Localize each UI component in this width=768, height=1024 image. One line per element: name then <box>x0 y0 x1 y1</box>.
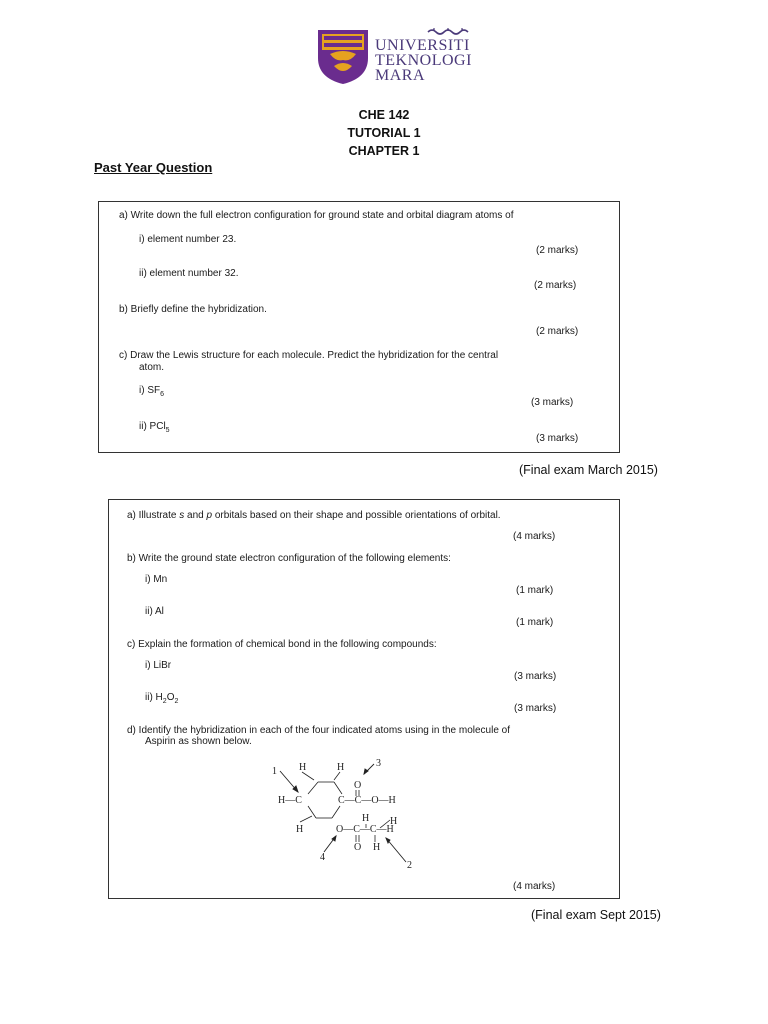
marks-2c-i: (3 marks) <box>514 671 557 682</box>
q2a-s: s <box>179 510 185 521</box>
marks-2b-ii: (1 mark) <box>516 617 554 628</box>
question-c-line1: c) Draw the Lewis structure for each molecule. Predict the hybridization for the central <box>119 350 499 361</box>
q2a-p: p <box>206 510 213 521</box>
university-name <box>375 38 472 83</box>
question-box-march-2015 <box>98 201 620 453</box>
marks-c-i: (3 marks) <box>531 397 574 408</box>
question-c-line2: atom. <box>139 362 165 373</box>
marks-a-ii: (2 marks) <box>534 280 577 291</box>
source-sept-2015: (Final exam Sept 2015) <box>531 908 661 922</box>
marks-a-i: (2 marks) <box>536 245 579 256</box>
question-c-i <box>139 385 164 398</box>
label-4: 4 <box>320 852 325 863</box>
question-a-ii: ii) element number 32. <box>139 268 239 279</box>
atom-o-ester: O—C—C—H <box>336 824 394 835</box>
indicator-arrows <box>280 764 406 862</box>
atom-h-left: H—C <box>278 795 302 806</box>
question-2a <box>127 510 501 521</box>
section-title: Past Year Question <box>94 160 213 175</box>
atom-h-top1: H <box>299 762 307 773</box>
question-a: a) Write down the full electron configuration for ground state and orbital diagram atoms of <box>119 210 514 221</box>
marks-b: (2 marks) <box>536 326 579 337</box>
atom-h-methyl-right: H <box>390 816 398 827</box>
pcl5-label: ii) PCl <box>139 421 166 432</box>
q2a-pre: a) Illustrate <box>127 510 180 521</box>
marks-c-ii: (3 marks) <box>536 433 579 444</box>
h2o2-sub1: 2 <box>162 698 167 705</box>
h2o2-sub2: 2 <box>174 698 179 705</box>
question-2d-line2: Aspirin as shown below. <box>145 736 252 747</box>
logo-line-1: UNIVERSITI <box>375 37 470 54</box>
source-march-2015: (Final exam March 2015) <box>519 463 658 477</box>
atom-h-methyl-top: H <box>362 813 370 824</box>
atom-chain: C—C—O—H <box>338 795 396 806</box>
chapter-title: CHAPTER 1 <box>348 144 420 158</box>
atom-o-top: O <box>354 780 362 791</box>
question-2d-line1: d) Identify the hybridization in each of the four indicated atoms using in the molecule of <box>127 725 511 736</box>
question-2c-i: i) LiBr <box>145 660 172 671</box>
label-1: 1 <box>272 766 277 777</box>
q2a-mid: and <box>184 510 207 521</box>
marks-2d: (4 marks) <box>513 881 556 892</box>
atom-o-bottom: O <box>354 842 362 853</box>
arabic-script-icon <box>428 28 468 34</box>
logo-line-3: MARA <box>375 67 426 84</box>
question-2b-i: i) Mn <box>145 574 168 585</box>
atom-h-top2: H <box>337 762 345 773</box>
question-2b: b) Write the ground state electron configuration of the following elements: <box>127 553 451 564</box>
aspirin-structure-diagram <box>268 758 418 873</box>
question-c-ii <box>139 421 170 434</box>
logo-line-2: TEKNOLOGI <box>375 52 472 69</box>
h2o2-h: ii) H <box>145 692 163 703</box>
label-3: 3 <box>376 758 381 769</box>
course-code: CHE 142 <box>358 108 410 122</box>
atom-h-bottom: H <box>296 824 304 835</box>
question-2b-ii: ii) Al <box>145 606 164 617</box>
q2a-post: orbitals based on their shape and possible orientations of orbital. <box>212 510 501 521</box>
atom-h-methyl-bottom: H <box>373 842 381 853</box>
uitm-crest-icon <box>318 30 368 84</box>
tutorial-title: TUTORIAL 1 <box>347 126 421 140</box>
h2o2-o: O <box>166 692 175 703</box>
question-2c: c) Explain the formation of chemical bond in the following compounds: <box>127 639 437 650</box>
sf6-subscript: 6 <box>160 391 165 398</box>
pcl5-subscript: 5 <box>165 427 170 434</box>
label-2: 2 <box>407 860 412 871</box>
sf6-label: i) SF <box>139 385 161 396</box>
marks-2b-i: (1 mark) <box>516 585 554 596</box>
marks-2c-ii: (3 marks) <box>514 703 557 714</box>
marks-2a: (4 marks) <box>513 531 556 542</box>
question-a-i: i) element number 23. <box>139 234 237 245</box>
question-b: b) Briefly define the hybridization. <box>119 304 267 315</box>
question-2c-ii <box>145 692 178 705</box>
